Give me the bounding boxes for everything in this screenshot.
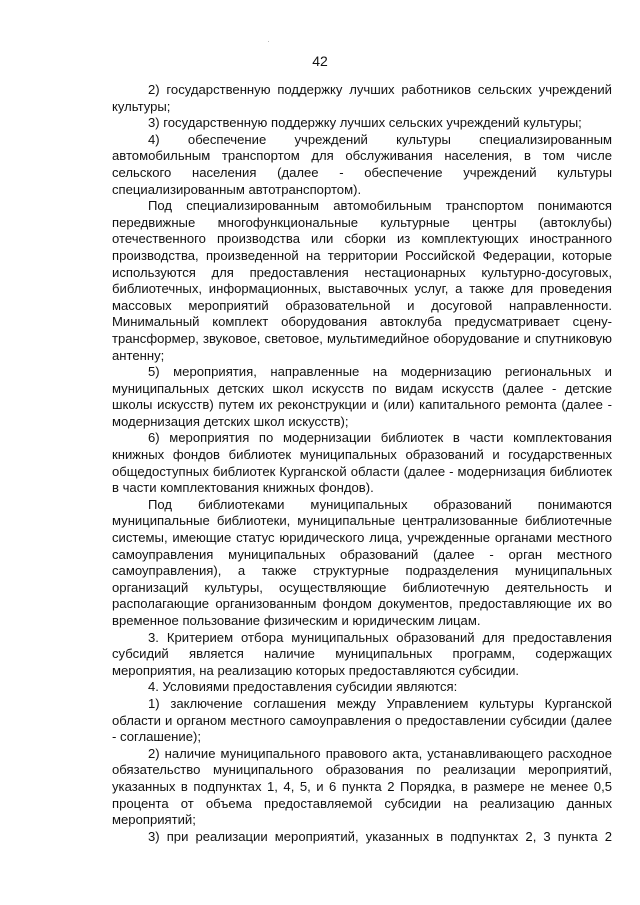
page-number: 42 — [312, 53, 328, 69]
paragraph: 2) государственную поддержку лучших работников сельских учреждений культуры; — [112, 82, 612, 114]
paragraph: 6) мероприятия по модернизации библиотек в части комплектования книжных фондов библиотек муниципальных образований и государственных общедоступных библиотек Курганской области (далее - модернизация библиотек в части комплектования книжных фондов). — [112, 430, 612, 496]
document-body — [112, 82, 612, 845]
paragraph: 3) государственную поддержку лучших сельских учреждений культуры; — [148, 115, 582, 131]
paragraph: 4. Условиями предоставления субсидии являются: — [148, 679, 458, 695]
paragraph: 5) мероприятия, направленные на модернизацию региональных и муниципальных детских школ искусств по видам искусств (далее - детские школы искусств) путем их реконструкции и (или) капитального ремонта (далее - модернизация детских школ искусств); — [112, 364, 612, 429]
scan-speck — [268, 41, 269, 42]
paragraph: Под специализированным автомобильным транспортом понимаются передвижные многофункциональные культурные центры (автоклубы) отечественного производства или сборки из комплектующих иностранного производства, произведенной на территории Российской Федерации, которые используются для предоставления нестационарных культурно-досуговых, библиотечных, информационных, выставочных услуг, а также для проведения массовых мероприятий образовательной и досуговой направленности. Минимальный комплект оборудования автоклуба предусматривает сцену-трансформер, звуковое, световое, мультимедийное оборудование и спутниковую антенну; — [112, 198, 612, 363]
paragraph-last: 3) при реализации мероприятий, указанных в подпунктах 2, 3 пункта 2 — [148, 828, 612, 844]
paragraph: 2) наличие муниципального правового акта, устанавливающего расходное обязательство муниципального образования по реализации мероприятий, указанных в подпунктах 1, 4, 5, и 6 пункта 2 Порядка, в размере не менее 0,5 процента от объема предоставляемой субсидии на реализацию данных мероприятий; — [112, 745, 612, 828]
paragraph: 4) обеспечение учреждений культуры специализированным автомобильным транспортом для обслуживания населения, в том числе сельского населения (далее - обеспечение учреждений культуры специализированным автотранспортом). — [112, 131, 612, 197]
paragraph: 3. Критерием отбора муниципальных образований для предоставления субсидий является наличие муниципальных программ, содержащих мероприятия, на реализацию которых предоставляются субсидии. — [112, 629, 612, 678]
paragraph: 1) заключение соглашения между Управлением культуры Курганской области и органом местного самоуправления о предоставлении субсидии (далее - соглашение); — [112, 695, 612, 745]
paragraph: Под библиотеками муниципальных образований понимаются муниципальные библиотеки, муниципальные централизованные библиотечные системы, имеющие статус юридического лица, учрежденные органами местного самоуправления муниципальных образований (далее - орган местного самоуправления), а также структурные подразделения муниципальных организаций культуры, осуществляющие библиотечную деятельность и располагающие организованным фондом документов, предоставляющие их во временное пользование физическим и юридическим лицам. — [112, 496, 612, 628]
